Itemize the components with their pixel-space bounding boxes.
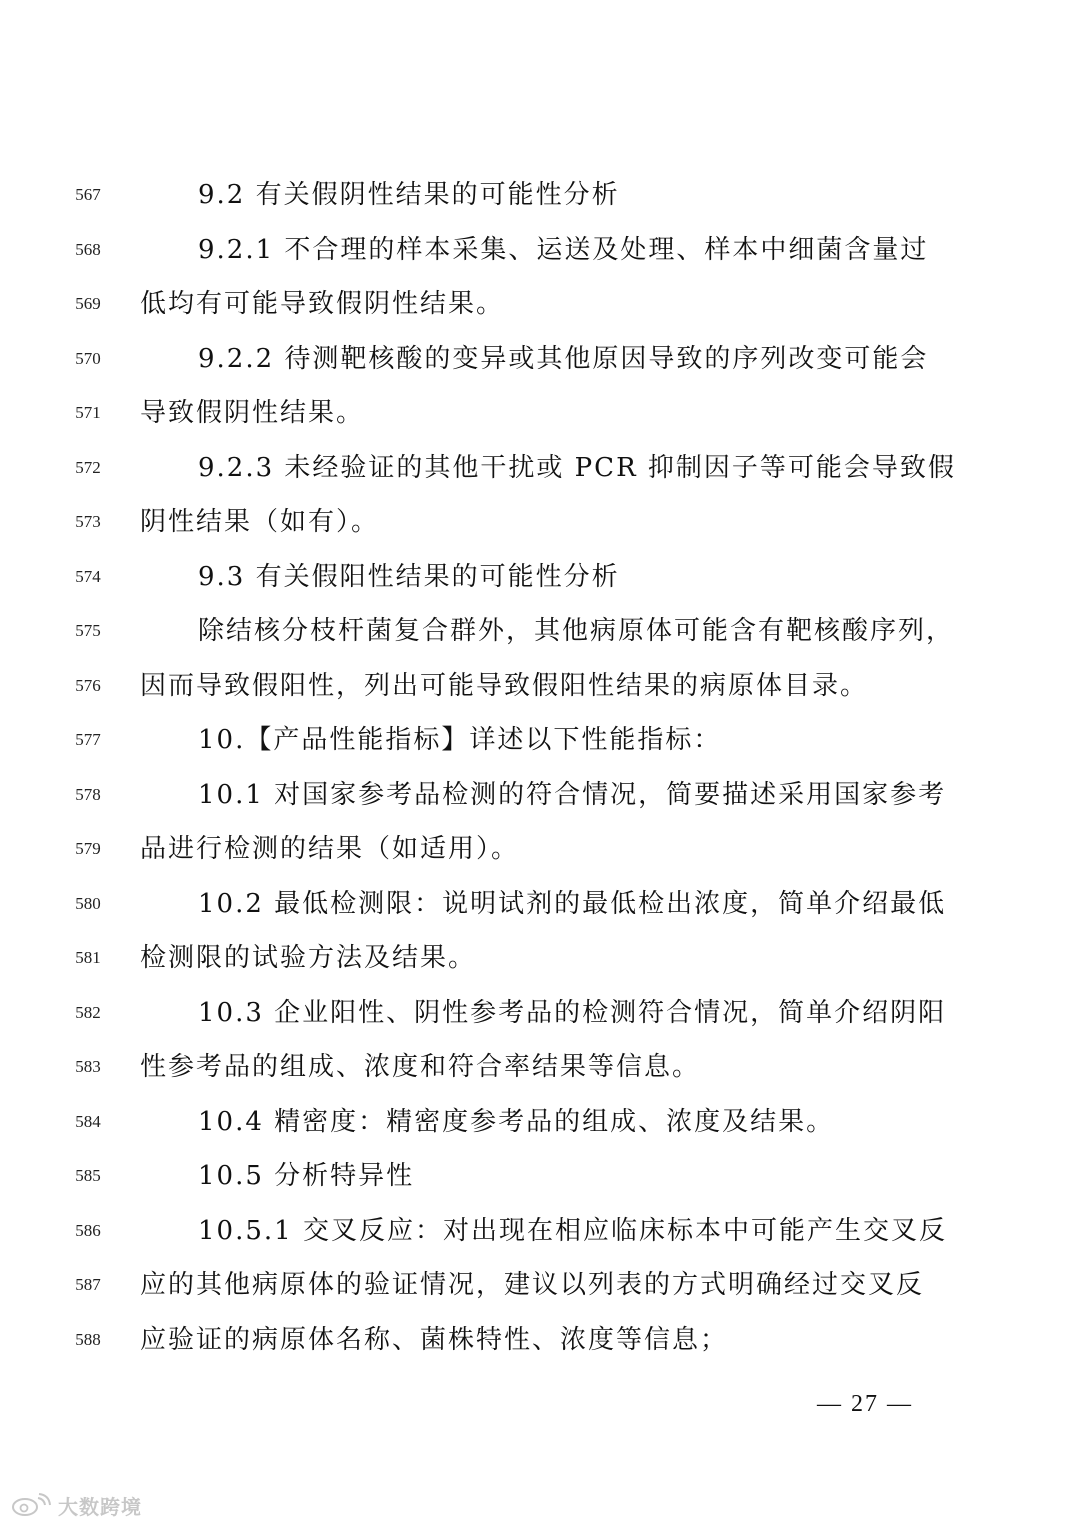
line-number: 578 <box>75 784 101 804</box>
line-number: 585 <box>75 1166 101 1185</box>
line-number: 572 <box>75 457 101 477</box>
line-text: 性参考品的组成、浓度和符合率结果等信息。 <box>140 1052 701 1082</box>
line-text: 除结核分枝杆菌复合群外，其他病原体可能含有靶核酸序列， <box>198 616 955 646</box>
document-line <box>0 822 1080 876</box>
line-text: 10.4 精密度：精密度参考品的组成、浓度及结果。 <box>198 1106 835 1137</box>
document-line <box>0 332 1080 386</box>
line-text: 品进行检测的结果（如适用）。 <box>140 834 520 864</box>
document-line <box>0 495 1080 549</box>
line-number: 569 <box>75 294 101 313</box>
line-number: 583 <box>75 1057 101 1076</box>
document-line <box>0 1040 1080 1094</box>
line-number: 575 <box>75 621 101 640</box>
document-line <box>0 604 1080 658</box>
document-line <box>0 1204 1080 1258</box>
line-text: 9.2 有关假阴性结果的可能性分析 <box>198 180 620 210</box>
document-line <box>0 877 1080 931</box>
document-line <box>0 713 1080 767</box>
page-number: — 27 — <box>817 1391 913 1417</box>
line-number: 574 <box>75 566 101 586</box>
line-text: 10.2 最低检测限：说明试剂的最低检出浓度，简单介绍最低 <box>198 888 947 919</box>
line-text: 导致假阴性结果。 <box>140 398 365 428</box>
document-line <box>0 223 1080 277</box>
line-text: 9.3 有关假阳性结果的可能性分析 <box>198 561 620 592</box>
line-number: 567 <box>75 185 101 204</box>
line-text: 9.2.3 未经验证的其他干扰或 PCR 抑制因子等可能会导致假 <box>198 452 956 483</box>
line-text: 10.3 企业阳性、阴性参考品的检测符合情况，简单介绍阴阳 <box>198 997 947 1028</box>
line-text: 10.5.1 交叉反应：对出现在相应临床标本中可能产生交叉反 <box>198 1215 947 1246</box>
line-number: 570 <box>75 348 101 368</box>
document-line <box>0 550 1080 604</box>
document-line <box>0 277 1080 331</box>
line-text: 应验证的病原体名称、菌株特性、浓度等信息； <box>140 1324 729 1355</box>
document-line <box>0 768 1080 822</box>
line-number: 576 <box>75 675 101 695</box>
line-number: 584 <box>75 1111 101 1131</box>
line-number: 588 <box>75 1329 101 1349</box>
document-line <box>0 1258 1080 1312</box>
document-line <box>0 986 1080 1040</box>
document-line <box>0 168 1080 222</box>
document-line <box>0 659 1080 713</box>
document-line <box>0 1313 1080 1367</box>
document-line <box>0 1095 1080 1149</box>
line-number: 581 <box>75 948 101 967</box>
line-text: 检测限的试验方法及结果。 <box>140 943 477 973</box>
line-number: 586 <box>75 1220 101 1240</box>
line-text: 因而导致假阳性，列出可能导致假阳性结果的病原体目录。 <box>140 670 869 701</box>
line-number: 587 <box>75 1275 101 1294</box>
document-line <box>0 931 1080 985</box>
watermark-text: 大数跨境 <box>58 1494 142 1519</box>
line-text: 10.5 分析特异性 <box>198 1161 415 1191</box>
line-text: 9.2.2 待测靶核酸的变异或其他原因导致的序列改变可能会 <box>198 343 929 374</box>
line-text: 10.1 对国家参考品检测的符合情况，简要描述采用国家参考 <box>198 779 947 810</box>
document-line <box>0 441 1080 495</box>
line-number: 579 <box>75 839 101 858</box>
line-text: 应的其他病原体的验证情况，建议以列表的方式明确经过交叉反 <box>140 1270 925 1300</box>
line-text: 10.【产品性能指标】详述以下性能指标： <box>198 725 722 755</box>
document-line <box>0 386 1080 440</box>
line-number: 573 <box>75 512 101 531</box>
line-number: 582 <box>75 1002 101 1022</box>
weibo-logo-icon <box>10 1492 52 1518</box>
line-number: 568 <box>75 239 101 259</box>
watermark <box>10 1490 142 1520</box>
line-number: 577 <box>75 730 101 749</box>
line-text: 9.2.1 不合理的样本采集、运送及处理、样本中细菌含量过 <box>198 234 929 265</box>
line-number: 571 <box>75 403 101 422</box>
line-text: 阴性结果（如有）。 <box>140 507 380 537</box>
document-line <box>0 1149 1080 1203</box>
line-number: 580 <box>75 893 101 913</box>
line-text: 低均有可能导致假阴性结果。 <box>140 289 505 319</box>
